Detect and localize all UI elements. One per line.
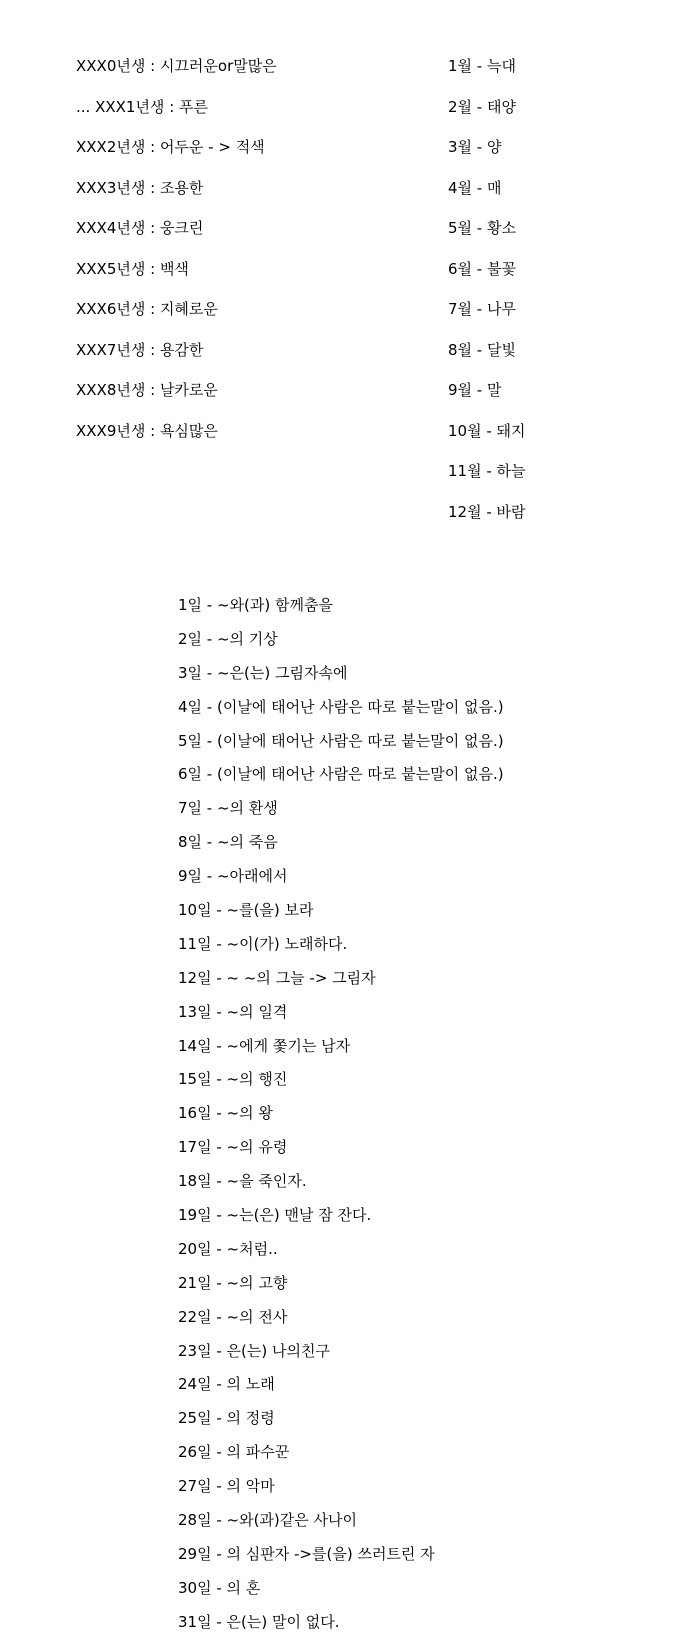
day-item: 23일 - 은(는) 나의친구 [178, 1341, 330, 1360]
day-item: 17일 - ~의 유령 [178, 1138, 288, 1157]
birth-day-list [178, 595, 504, 1646]
year-item: XXX6년생 : 지혜로운 [76, 300, 218, 318]
year-item: XXX9년생 : 욕심많은 [76, 421, 218, 440]
month-item: 8월 - 달빛 [448, 340, 516, 359]
month-item: 9월 - 말 [448, 381, 502, 399]
day-item: 15일 - ~의 행진 [178, 1070, 288, 1089]
day-item: 30일 - 의 혼 [178, 1578, 261, 1597]
day-item: 21일 - ~의 고향 [178, 1273, 288, 1292]
day-item: 28일 - ~와(과)같은 사나이 [178, 1511, 357, 1530]
day-item: 12일 - ~ ~의 그늘 -> 그림자 [178, 968, 376, 987]
month-item: 5월 - 황소 [448, 219, 516, 237]
day-item: 20일 - ~처럼.. [178, 1239, 278, 1258]
month-item: 2월 - 태양 [448, 97, 516, 116]
day-item: 27일 - 의 악마 [178, 1477, 275, 1496]
day-item: 16일 - ~의 왕 [178, 1104, 273, 1123]
day-item: 8일 - ~의 죽음 [178, 833, 278, 852]
day-item: 31일 - 은(는) 말이 없다. [178, 1612, 340, 1631]
day-item: 7일 - ~의 환생 [178, 799, 278, 818]
day-item: 29일 - 의 심판자 ->를(을) 쓰러트린 자 [178, 1544, 435, 1563]
month-item: 3월 - 양 [448, 138, 502, 156]
day-item: 10일 - ~를(을) 보라 [178, 901, 314, 920]
birth-year-list [76, 56, 277, 461]
day-item: 4일 - (이날에 태어난 사람은 따로 붙는말이 없음.) [178, 697, 504, 716]
day-item: 18일 - ~을 죽인자. [178, 1172, 307, 1191]
month-item: 4월 - 매 [448, 178, 502, 197]
year-item: XXX5년생 : 백색 [76, 259, 189, 278]
year-item: XXX7년생 : 용감한 [76, 340, 204, 359]
year-item: XXX8년생 : 날카로운 [76, 381, 218, 399]
day-item: 13일 - ~의 일격 [178, 1002, 288, 1021]
year-item: XXX2년생 : 어두운 - > 적색 [76, 138, 265, 156]
month-item: 1월 - 늑대 [448, 57, 516, 75]
day-item: 25일 - 의 정령 [178, 1409, 275, 1428]
day-item: 1일 - ~와(과) 함께춤을 [178, 596, 333, 614]
day-item: 6일 - (이날에 태어난 사람은 따로 붙는말이 없음.) [178, 765, 504, 784]
day-item: 24일 - 의 노래 [178, 1375, 275, 1394]
month-item: 12월 - 바람 [448, 502, 526, 521]
day-item: 26일 - 의 파수꾼 [178, 1443, 290, 1462]
day-item: 11일 - ~이(가) 노래하다. [178, 934, 348, 953]
month-item: 6월 - 불꽃 [448, 259, 516, 278]
day-item: 2일 - ~의 기상 [178, 629, 278, 648]
day-item: 19일 - ~는(은) 맨날 잠 잔다. [178, 1206, 372, 1225]
birth-month-list [448, 56, 526, 542]
year-item: ... XXX1년생 : 푸른 [76, 97, 208, 116]
year-item: XXX0년생 : 시끄러운or말많은 [76, 57, 277, 75]
day-item: 3일 - ~은(는) 그림자속에 [178, 663, 348, 682]
day-item: 5일 - (이날에 태어난 사람은 따로 붙는말이 없음.) [178, 731, 504, 750]
month-item: 7월 - 나무 [448, 300, 516, 318]
day-item: 22일 - ~의 전사 [178, 1307, 288, 1326]
month-item: 11월 - 하늘 [448, 462, 526, 480]
month-item: 10월 - 돼지 [448, 421, 526, 440]
year-item: XXX3년생 : 조용한 [76, 178, 204, 197]
year-item: XXX4년생 : 웅크린 [76, 219, 204, 237]
day-item: 14일 - ~에게 쫓기는 남자 [178, 1036, 351, 1055]
day-item: 9일 - ~아래에서 [178, 867, 288, 886]
